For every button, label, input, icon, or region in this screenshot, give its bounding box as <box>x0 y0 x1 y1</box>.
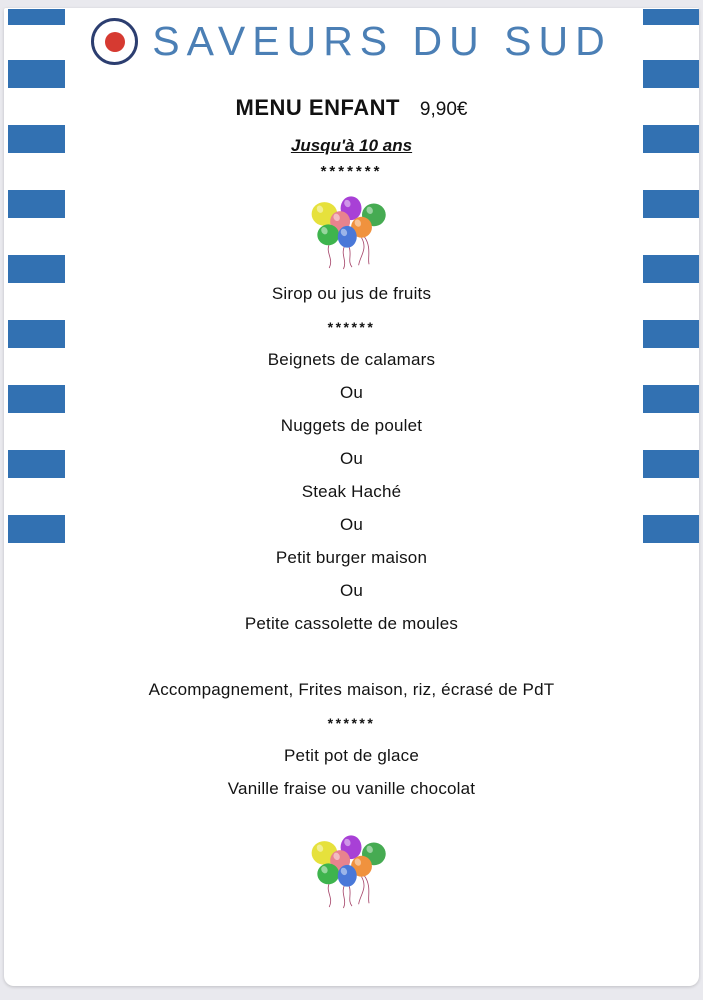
stripe-left <box>8 190 65 218</box>
stripe-right <box>643 190 699 218</box>
stripe-right <box>643 255 699 283</box>
stripe-left <box>8 515 65 543</box>
red-dot-icon <box>105 32 125 52</box>
stripe-right <box>643 385 699 413</box>
menu-lines <box>4 277 699 805</box>
separator-stars: ****** <box>327 318 376 335</box>
separator-stars: ****** <box>327 714 376 731</box>
stripe-left <box>8 385 65 413</box>
menu-line: Steak Haché <box>301 481 402 501</box>
menu-line: Petit burger maison <box>275 547 428 567</box>
separator-stars-top: ******* <box>320 163 383 180</box>
stripe-right <box>643 125 699 153</box>
menu-line: Beignets de calamars <box>267 349 436 369</box>
stripe-left <box>8 255 65 283</box>
balloons-illustration-top <box>4 194 699 275</box>
menu-line: Ou <box>339 382 364 402</box>
balloons-illustration-bottom <box>4 833 699 914</box>
menu-line: Vanille fraise ou vanille chocolat <box>227 778 476 798</box>
balloons-icon <box>301 833 403 909</box>
menu-line: Petit pot de glace <box>284 745 419 765</box>
stripe-left <box>8 450 65 478</box>
stripe-left <box>8 320 65 348</box>
stripe-right <box>643 515 699 543</box>
brand-logo-icon <box>91 18 138 65</box>
balloons-icon <box>301 194 403 270</box>
menu-line: Accompagnement, Frites maison, riz, écrasé de PdT <box>148 679 555 699</box>
stripe-right <box>643 60 699 88</box>
brand-name: SAVEURS DU SUD <box>152 18 612 64</box>
brand-header <box>4 18 699 65</box>
menu-line: Ou <box>339 514 364 534</box>
stripe-left <box>8 125 65 153</box>
menu-line: Sirop ou jus de fruits <box>271 283 432 303</box>
stripe-right <box>643 450 699 478</box>
menu-page <box>4 8 699 986</box>
age-note: Jusqu'à 10 ans <box>290 136 413 155</box>
menu-line: Nuggets de poulet <box>280 415 423 435</box>
stripe-right <box>643 9 699 25</box>
menu-line: Petite cassolette de moules <box>244 613 459 633</box>
menu-line: Ou <box>339 580 364 600</box>
stripe-right <box>643 320 699 348</box>
menu-title: MENU ENFANT <box>235 95 400 120</box>
stripe-left <box>8 60 65 88</box>
menu-title-row <box>4 95 699 121</box>
menu-line: Ou <box>339 448 364 468</box>
spacer <box>4 640 699 673</box>
stripe-left <box>8 9 65 25</box>
menu-price: 9,90€ <box>419 99 468 120</box>
